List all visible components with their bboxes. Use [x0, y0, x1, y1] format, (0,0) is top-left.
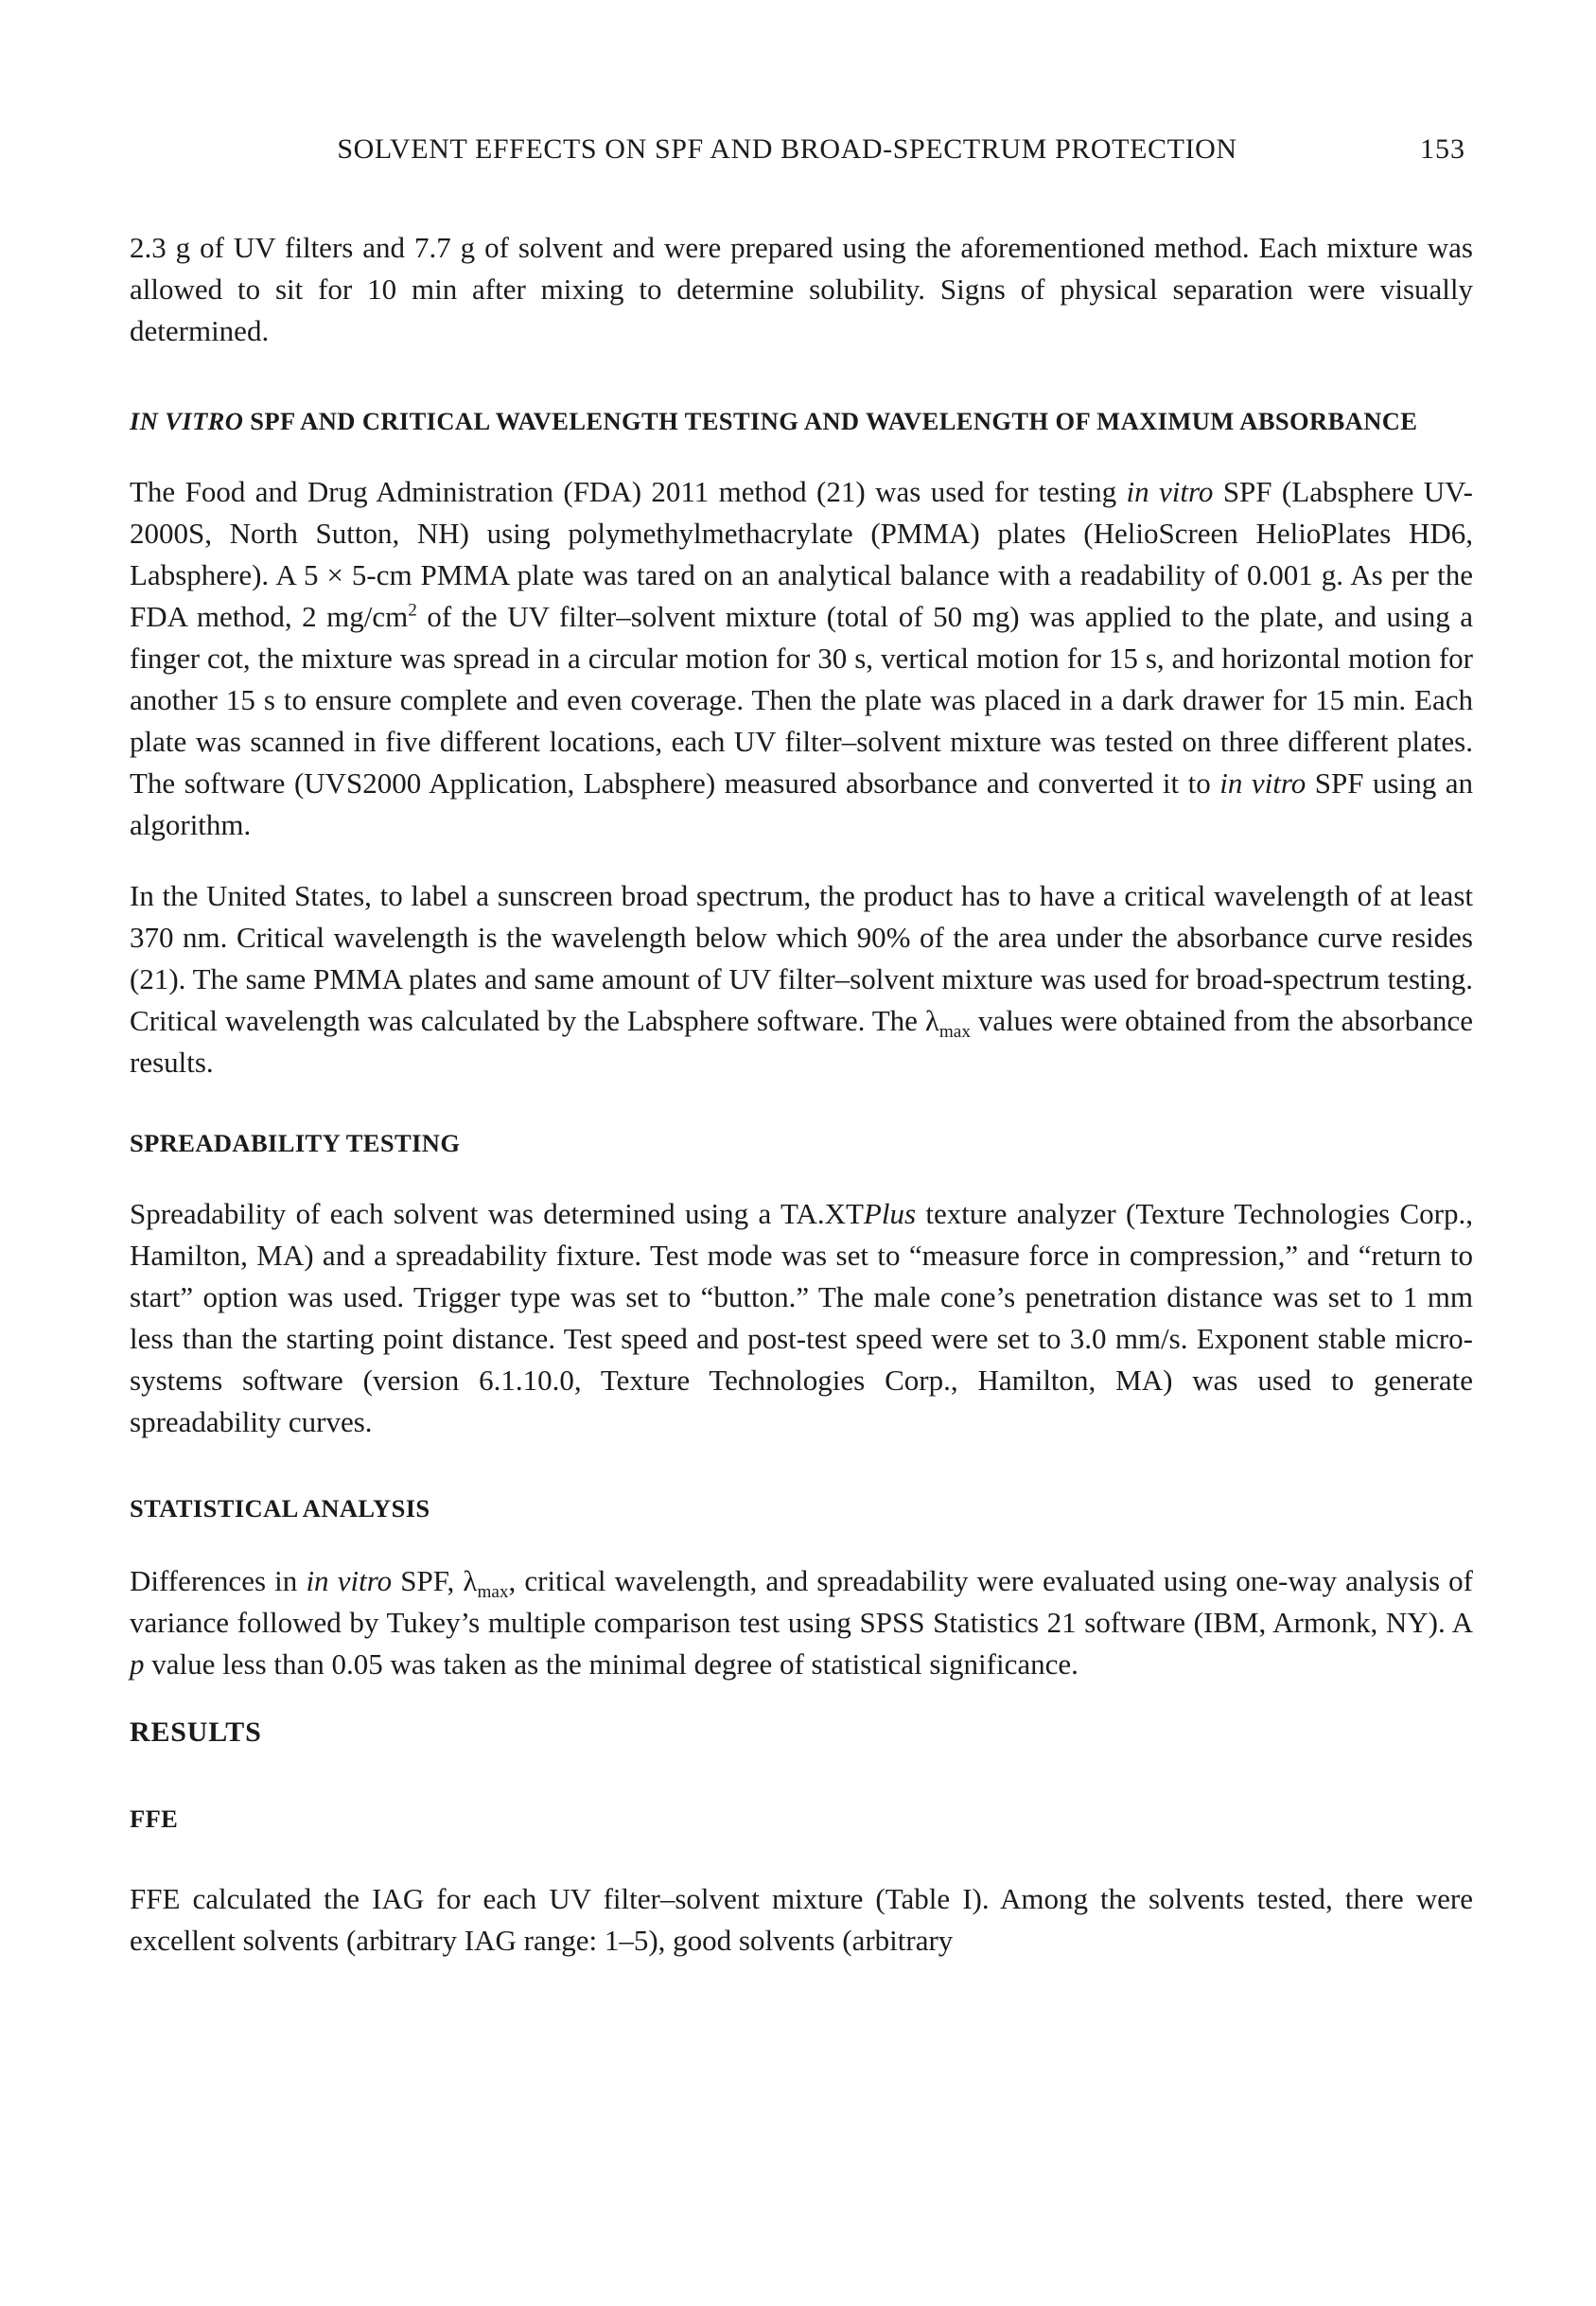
section-heading-spreadability-testing: SPREADABILITY TESTING: [130, 1129, 461, 1157]
paragraph-spreadability: Spreadability of each solvent was determined using a TA.XTPlus texture analyzer (Texture Technologies Corp., Hamilton, MA) and a spreadability fixture. Test mode was set to “measure force in compression,” and “return to start” option was used. Trigger type was set to “button.” The male cone’s penetration distance was set to 1 mm less than the starting point distance. Test speed and post-test speed were set to 3.0 mm/s. Exponent stable micro-systems software (version 6.1.10.0, Texture Technologies Corp., Hamilton, MA) was used to generate spreadability curves.: [130, 1197, 1473, 1438]
paragraph-statistical-analysis: Differences in in vitro SPF, $\lambda_{max}$, critical wavelength, and spreadability were evaluated using one-way analysis of variance followed by Tukey’s multiple comparison test using SPSS Statistics 21 software (IBM, Armonk, NY). A p value less than 0.05 was taken as the minimal degree of statistical significance.: [130, 1564, 1473, 1681]
section-heading-invitro-spf-testing: IN VITRO SPF AND CRITICAL WAVELENGTH TESTING AND WAVELENGTH OF MAXIMUM ABSORBANCE: [130, 407, 1418, 435]
section-heading-statistical-analysis: STATISTICAL ANALYSIS: [130, 1494, 430, 1523]
running-head-title: SOLVENT EFFECTS ON SPF AND BROAD-SPECTRUM PROTECTION: [337, 133, 1237, 165]
section-heading-ffe: FFE: [130, 1804, 179, 1833]
running-head: [130, 0, 1473, 167]
paragraph-ffe-results: FFE calculated the IAG for each UV filter–solvent mixture (Table I). Among the solvents tested, there were excellent solvents (arbitrary IAG range: 1–5), good solvents (arbitrary: [130, 1882, 1473, 1957]
paragraph-solubility-method: 2.3 g of UV filters and 7.7 g of solvent and were prepared using the aforementioned method. Each mixture was allowed to sit for 10 min after mixing to determine solubility. Signs of physical separation were visually determined.: [130, 231, 1473, 347]
text-block: [130, 0, 1473, 1962]
paragraph-critical-wavelength: In the United States, to label a sunscreen broad spectrum, the product has to have a critical wavelength of at least 370 nm. Critical wavelength is the wavelength below which 90% of the area under the absorbance curve resides (21). The same PMMA plates and same amount of UV filter–solvent mixture was used for broad-spectrum testing. Critical wavelength was calculated by the Labsphere software. The $\lambda_{max}$ values were obtained from the absorbance results.: [130, 879, 1473, 1079]
section-heading-results: RESULTS: [130, 1716, 262, 1748]
paragraph-fda-method: The Food and Drug Administration (FDA) 2011 method (21) was used for testing in vitro SPF (Labsphere UV-2000S, North Sutton, NH) using polymethylmethacrylate (PMMA) plates (HelioScreen HelioPlates HD6, Labsphere). A 5 × 5-cm PMMA plate was tared on an analytical balance with a readability of 0.001 g. As per the FDA method, 2 $mg/cm^2$ of the UV filter–solvent mixture (total of 50 mg) was applied to the plate, and using a finger cot, the mixture was spread in a circular motion for 30 s, vertical motion for 15 s, and horizontal motion for another 15 s to ensure complete and even coverage. Then the plate was placed in a dark drawer for 15 min. Each plate was scanned in five different locations, each UV filter–solvent mixture was tested on three different plates. The software (UVS2000 Application, Labsphere) measured absorbance and converted it to in vitro SPF using an algorithm.: [130, 475, 1474, 841]
page-number: 153: [1420, 133, 1465, 165]
